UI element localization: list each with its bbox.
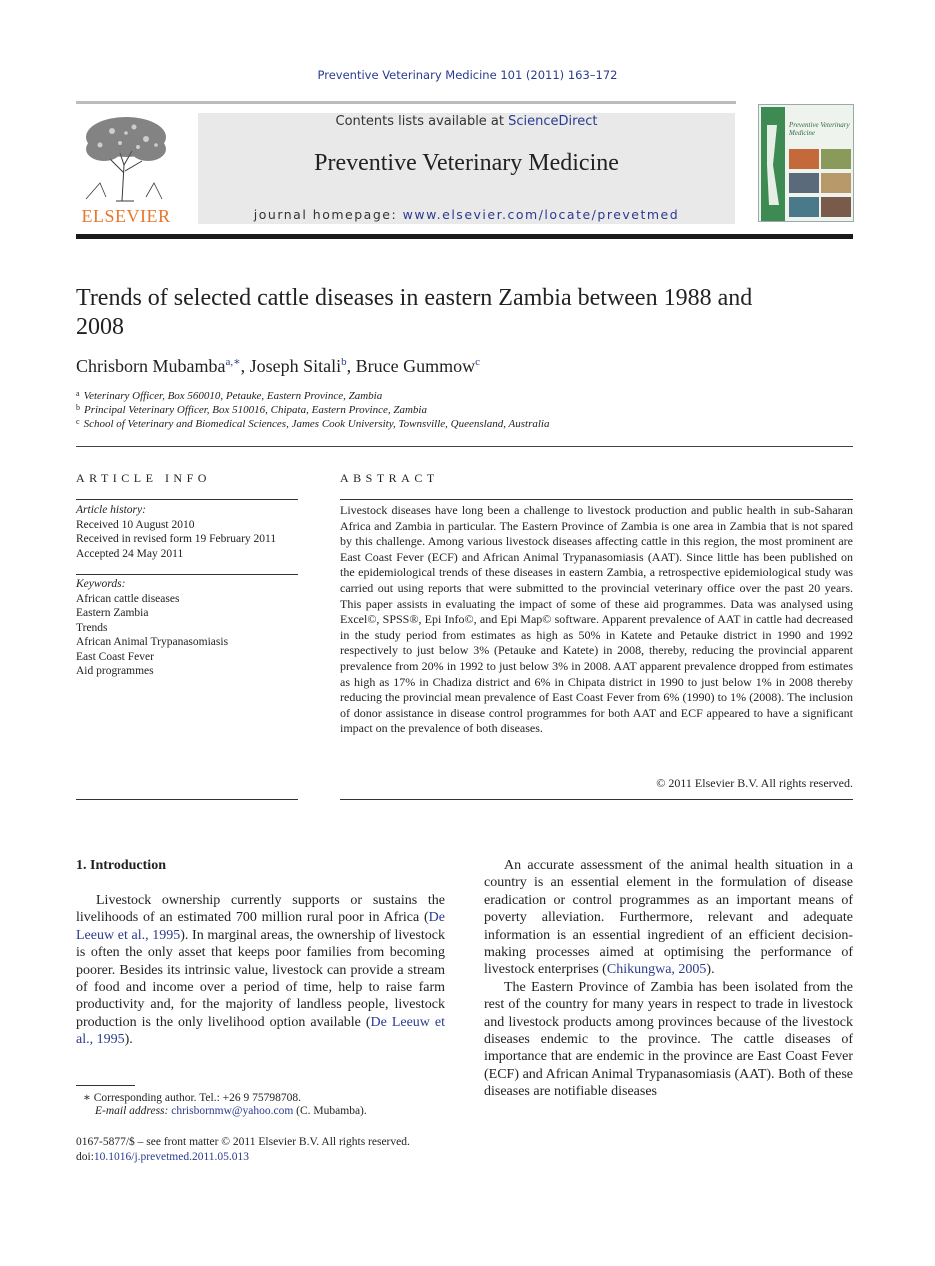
body-paragraph xyxy=(76,892,445,1049)
journal-name: Preventive Veterinary Medicine xyxy=(314,150,619,176)
paragraph-text: An accurate assessment of the animal health situation in a country is an essential element in the formulation of disease eradication or control programmes as an important means of poverty alleviation. Furthermore, relevant and adequate information is an essential ingredient of an efficient decision-making processes aimed at optimising the performance of livestock enterprises ( xyxy=(484,858,853,978)
affiliation-text: Principal Veterinary Officer, Box 510016, Chipata, Eastern Province, Zambia xyxy=(84,404,427,416)
history-received: Received 10 August 2010 xyxy=(76,518,195,531)
affiliation xyxy=(76,389,382,402)
affiliation-text: Veterinary Officer, Box 560010, Petauke, Eastern Province, Zambia xyxy=(83,390,383,402)
author-name: Chrisborn Mubamba xyxy=(76,356,226,376)
keyword: Trends xyxy=(76,621,108,634)
homepage-link[interactable]: www.elsevier.com/locate/prevetmed xyxy=(402,207,680,222)
body-right-column xyxy=(484,857,853,1101)
history-revised: Received in revised form 19 February 2011 xyxy=(76,533,277,545)
affiliation-mark: b xyxy=(76,403,80,412)
affiliation xyxy=(76,417,549,430)
keywords-rule xyxy=(76,574,298,575)
article-info-bottom-rule xyxy=(76,799,298,800)
journal-cover-thumbnail[interactable] xyxy=(758,104,854,222)
contents-prefix: Contents lists available at xyxy=(335,114,509,129)
article-title: Trends of selected cattle diseases in eastern Zambia between 1988 and 2008 xyxy=(76,285,753,340)
abstract-bottom-rule xyxy=(340,799,853,800)
citation-link[interactable]: Chikungwa, 2005 xyxy=(606,962,707,978)
author-name: Bruce Gummow xyxy=(355,356,476,376)
keyword: Aid programmes xyxy=(76,665,154,677)
elsevier-wordmark: ELSEVIER xyxy=(81,206,171,226)
paragraph-text: ). xyxy=(124,1032,133,1048)
affiliation-mark: a xyxy=(76,389,80,398)
body-paragraph xyxy=(484,857,853,979)
abstract-text: Livestock diseases have long been a challenge to livestock production and public health in sub-Saharan Africa and Zambia in particular. The Eastern Province of Zambia is one area in Zambia that is not spared by this challenge. Among various livestock diseases affecting cattle in this region, the most prominent are East Coast Fever (ECF) and African Animal Trypanasomiasis (AAT). Since little has been published on the epidemiological trends of these diseases in eastern Zambia, a retrospective epidemiological study was carried out using reports that were submitted to the provincial veterinary office over the past 20 years. This paper assists in evaluating the impact of some of these aid programmes. Data was analysed using Excel©, SPSS®, Epi Info©, and Epi Map© software. Apparent prevalence of AAT in cattle had decreased in the study period from estimates as high as 50% in Katete and Petauke district in 1990 and 1992 respectively to just below 3% (Petauke and Katete) in 2008, thereby, reducing the provincial apparent prevalence from 20% in 1992 to just below 3% in 2008. AAT apparent prevalence dropped from estimates as high as 17% in Chadiza district and 6% in Chipata district in 1990 to just below 1% in 2008 thereby reducing the provincial mean prevalence of East Coast Fever from 6% (1990) to 1% (2008). The inclusion of donor assistance in disease control programmes for both AAT and ECF appeared to have a significant impact on the prevalence of both diseases. xyxy=(340,503,853,736)
abstract-copyright: © 2011 Elsevier B.V. All rights reserved. xyxy=(656,776,853,790)
homepage-prefix: journal homepage: xyxy=(253,207,403,222)
header-top-rule xyxy=(76,101,736,104)
author-affiliation-mark[interactable]: a,∗ xyxy=(225,356,241,368)
abstract-heading: ABSTRACT xyxy=(340,471,439,485)
author-affiliation-mark[interactable]: b xyxy=(341,356,347,368)
doi-line xyxy=(76,1151,249,1163)
header-thick-rule xyxy=(76,234,853,239)
author-separator: , xyxy=(240,356,250,376)
keyword: East Coast Fever xyxy=(76,650,154,663)
footnote-rule xyxy=(76,1085,135,1086)
affiliation-text: School of Veterinary and Biomedical Sciences, James Cook University, Townsville, Queensland, Australia xyxy=(83,418,550,430)
history-accepted: Accepted 24 May 2011 xyxy=(76,547,184,560)
journal-citation[interactable]: Preventive Veterinary Medicine 101 (2011) 163–172 xyxy=(317,68,618,82)
issn-line: 0167-5877/$ – see front matter © 2011 Elsevier B.V. All rights reserved. xyxy=(76,1136,410,1148)
body-left-column xyxy=(76,892,445,1049)
homepage-line xyxy=(198,207,735,222)
affiliation-mark: c xyxy=(76,417,80,426)
citation-link[interactable]: De Leeuw et al., 1995 xyxy=(76,1014,445,1048)
email-link[interactable]: chrisbornmw@yahoo.com xyxy=(171,1105,294,1117)
contents-line xyxy=(198,114,735,129)
doi-prefix: doi: xyxy=(76,1151,94,1163)
author-separator: , xyxy=(346,356,356,376)
affiliation-rule xyxy=(76,446,853,447)
section-heading-introduction: 1. Introduction xyxy=(76,858,166,873)
paragraph-text: Livestock ownership currently supports or sustains the livelihoods of an estimated 700 million rural poor in Africa ( xyxy=(76,893,445,926)
author-list xyxy=(76,355,480,377)
keywords-label: Keywords: xyxy=(76,578,126,590)
article-info-rule xyxy=(76,499,298,500)
email-label: E-mail address: xyxy=(95,1105,172,1117)
doi-link[interactable]: 10.1016/j.prevetmed.2011.05.013 xyxy=(93,1151,250,1163)
keyword: African Animal Trypanasomiasis xyxy=(76,636,229,648)
cover-title: Preventive Veterinary Medicine xyxy=(789,121,850,137)
sciencedirect-link[interactable]: ScienceDirect xyxy=(508,114,598,129)
keyword: African cattle diseases xyxy=(76,592,180,605)
keyword: Eastern Zambia xyxy=(76,607,149,619)
abstract-rule xyxy=(340,499,853,500)
article-info-heading: ARTICLE INFO xyxy=(76,471,211,485)
paragraph-text: ). In marginal areas, the ownership of livestock is often the only asset that keeps poor families from becoming poorer. Besides its intrinsic value, livestock can provide a stream of food and income over a period of time, help to raise farm productivity and, for the majority of landless people, livestock production is the only livelihood option available ( xyxy=(76,927,446,1030)
citation-link[interactable]: De Leeuw et al., 1995 xyxy=(76,910,445,943)
article-history xyxy=(76,503,298,561)
affiliation xyxy=(76,403,427,416)
email-note xyxy=(95,1105,367,1117)
email-suffix: (C. Mubamba). xyxy=(293,1105,367,1117)
author-name: Joseph Sitali xyxy=(249,356,342,376)
keywords-block xyxy=(76,577,298,679)
author-affiliation-mark[interactable]: c xyxy=(475,356,480,368)
history-label: Article history: xyxy=(76,504,146,516)
paragraph-text: ). xyxy=(706,962,715,978)
corresponding-author-note: ∗ Corresponding author. Tel.: +26 9 75798708. xyxy=(83,1092,302,1104)
paragraph-text: The Eastern Province of Zambia has been isolated from the rest of the country for many years in respect to trade in livestock and livestock products among provinces because of the livestock diseases endemic to the province. The cattle diseases of importance that are endemic in the province are East Coast Fever (ECF) and African Animal Trypanasomiasis (AAT). Both of these diseases are notifiable diseases xyxy=(484,979,853,1100)
body-paragraph xyxy=(484,979,853,1101)
